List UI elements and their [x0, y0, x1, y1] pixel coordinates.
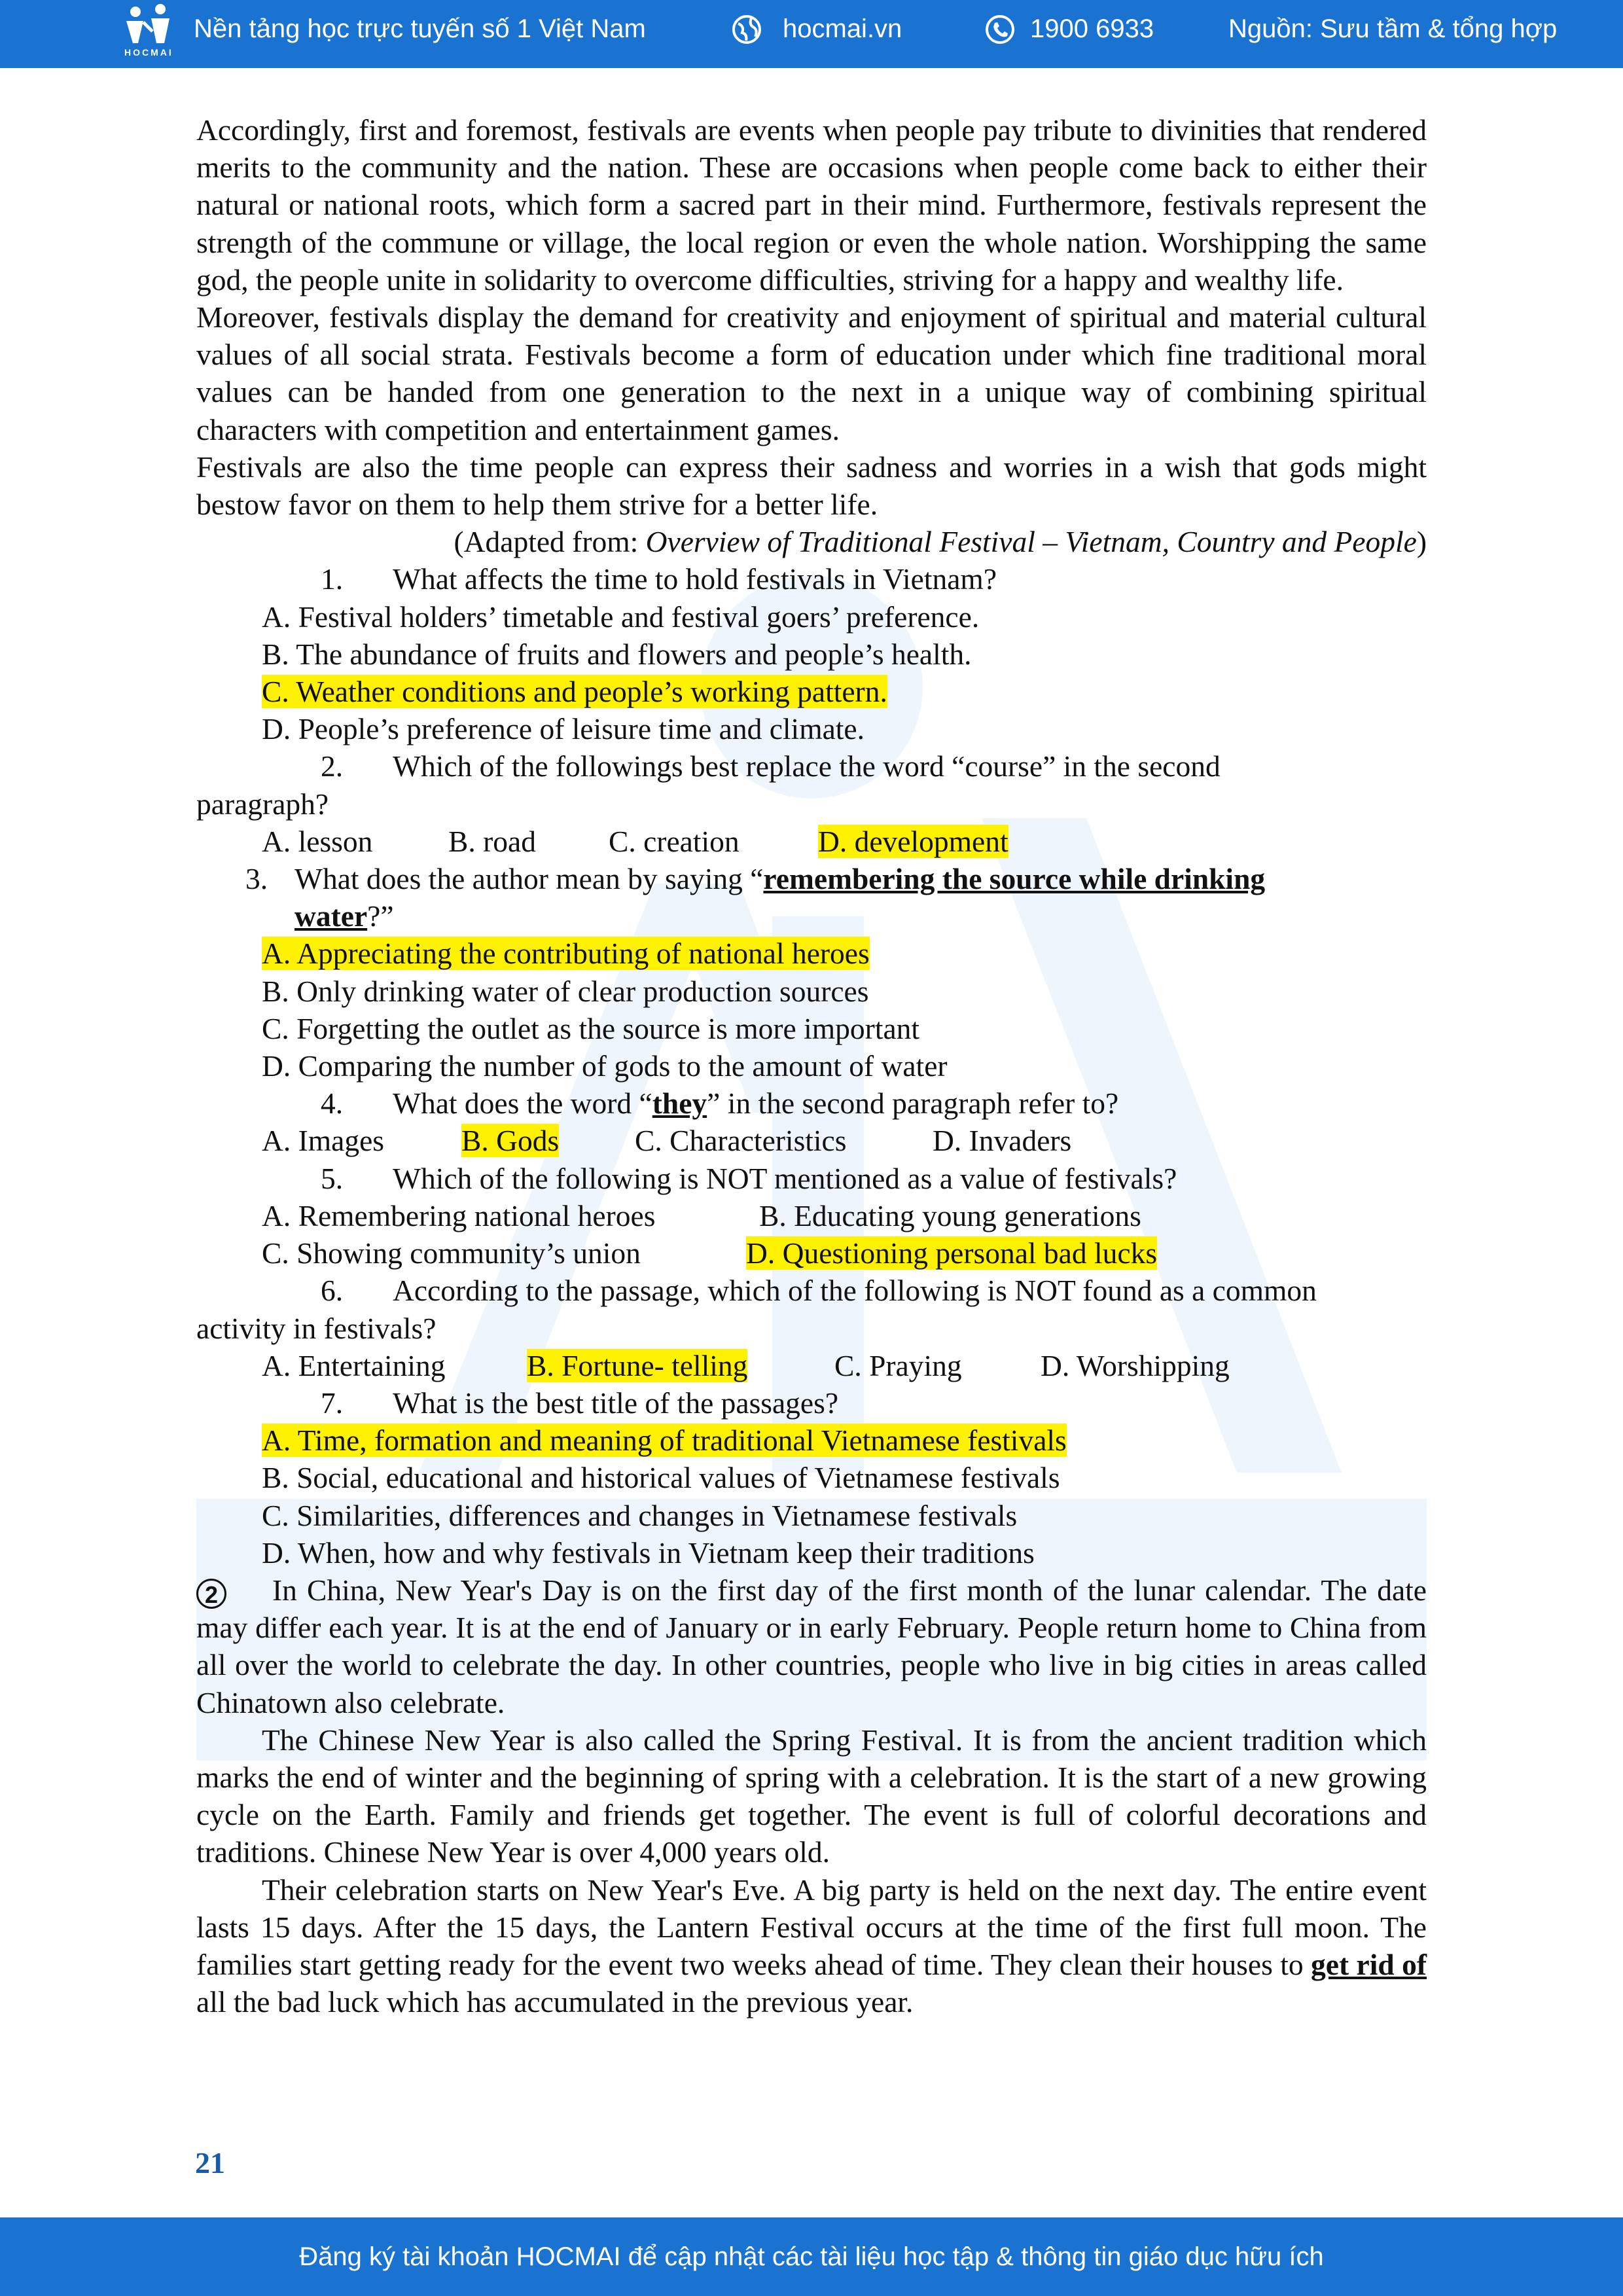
question-5: 5. Which of the following is NOT mentioned as a value of festivals?: [321, 1161, 1177, 1195]
footer-bar: [0, 2217, 1623, 2296]
q6-option-b[interactable]: B. Fortune- telling: [527, 1348, 748, 1382]
question-6: 6. According to the passage, which of the following is NOT found as a common: [321, 1274, 1317, 1308]
q2-option-b[interactable]: B. road: [448, 824, 536, 858]
q6-option-a[interactable]: A. Entertaining: [262, 1348, 446, 1382]
q5-options-row2: [196, 1234, 1427, 1272]
q4-option-c[interactable]: C. Characteristics: [635, 1124, 847, 1158]
q1-option-a[interactable]: A. Festival holders’ timetable and festival goers’ preference.: [262, 600, 980, 634]
question-4: 4. What does the word “they” in the second paragraph refer to?: [321, 1086, 1119, 1121]
q7-option-c[interactable]: C. Similarities, differences and changes in Vietnamese festivals: [262, 1498, 1018, 1532]
q7-option-a[interactable]: A. Time, formation and meaning of traditional Vietnamese festivals: [262, 1424, 1067, 1458]
header-bar: [0, 0, 1623, 68]
q2-option-a[interactable]: A. lesson: [262, 824, 373, 858]
header-slogan: Nền tảng học trực tuyến số 1 Việt Nam: [194, 14, 646, 43]
q2-option-d[interactable]: D. development: [818, 824, 1008, 858]
phone-icon: [985, 14, 1015, 45]
passage-number-badge: 2: [196, 1579, 226, 1609]
passage1-paragraph-3: Festivals are also the time people can express their sadness and worries in a wish that gods might bestow favor on them to help them strive for a better life.: [196, 450, 1427, 522]
q6-option-c[interactable]: C. Praying: [834, 1348, 962, 1382]
question-2: 2. Which of the followings best replace the word “course” in the second: [321, 749, 1221, 783]
document-body: [196, 111, 1427, 2020]
q2-options: [196, 823, 1427, 860]
q5-options-row1: [196, 1197, 1427, 1234]
header-website[interactable]: hocmai.vn: [783, 14, 902, 43]
q2-option-c[interactable]: C. creation: [609, 824, 740, 858]
q4-option-a[interactable]: A. Images: [262, 1124, 384, 1158]
q3-option-b[interactable]: B. Only drinking water of clear production sources: [262, 974, 869, 1008]
q1-option-c[interactable]: C. Weather conditions and people’s working pattern.: [262, 675, 887, 709]
q3-option-d[interactable]: D. Comparing the number of gods to the amount of water: [262, 1049, 948, 1083]
q3-option-c[interactable]: C. Forgetting the outlet as the source is more important: [262, 1011, 920, 1045]
page-number: 21: [195, 2146, 225, 2179]
logo-text: HOCMAI: [124, 47, 173, 58]
q5-option-b[interactable]: B. Educating young generations: [759, 1198, 1141, 1232]
globe-icon: [732, 14, 762, 45]
question-3: 3. What does the author mean by saying “remembering the source while drinking: [245, 862, 1266, 896]
question-6-cont: activity in festivals?: [196, 1311, 437, 1345]
q6-option-d[interactable]: D. Worshipping: [1041, 1348, 1230, 1382]
question-1: 1. What affects the time to hold festivals in Vietnam?: [321, 562, 997, 596]
passage1-paragraph-2: Moreover, festivals display the demand for creativity and enjoyment of spiritual and material cultural values of all social strata. Festivals become a form of education under which fine traditional moral values can be handed from one generation to the next in a unique way of combining spiritual characters with competition and entertainment games.: [196, 300, 1427, 446]
q5-option-d[interactable]: D. Questioning personal bad lucks: [746, 1236, 1158, 1270]
question-7: 7. What is the best title of the passages?: [321, 1386, 839, 1420]
q4-option-d[interactable]: D. Invaders: [933, 1124, 1072, 1158]
q5-option-c[interactable]: C. Showing community’s union: [262, 1236, 641, 1270]
question-2-cont: paragraph?: [196, 787, 329, 821]
passage2-paragraph-1: 2 In China, New Year's Day is on the first day of the first month of the lunar calendar. The date may differ each year. It is at the end of January or in early February. People return home to China from all over the world to celebrate the day. In other countries, people who live in big cities in areas called Chinatown also celebrate.: [196, 1573, 1427, 1719]
header-source: Nguồn: Sưu tầm & tổng hợp: [1228, 14, 1558, 43]
header-phone[interactable]: 1900 6933: [1030, 14, 1154, 43]
passage2-paragraph-2: The Chinese New Year is also called the Spring Festival. It is from the ancient tradition which marks the end of winter and the beginning of spring with a celebration. It is the start of a new growing cycle on the Earth. Family and friends get together. The event is full of colorful decorations and traditions. Chinese New Year is over 4,000 years old.: [196, 1723, 1427, 1869]
q4-option-b[interactable]: B. Gods: [461, 1124, 560, 1158]
q6-options: [196, 1347, 1427, 1384]
question-3-cont: water?”: [294, 899, 394, 933]
q1-option-d[interactable]: D. People’s preference of leisure time and climate.: [262, 712, 865, 746]
footer-text[interactable]: Đăng ký tài khoản HOCMAI để cập nhật các tài liệu học tập & thông tin giáo dục hữu ích: [299, 2242, 1324, 2271]
passage1-source: (Adapted from: Overview of Traditional Festival – Vietnam, Country and People): [454, 525, 1427, 559]
q7-option-b[interactable]: B. Social, educational and historical values of Vietnamese festivals: [262, 1461, 1060, 1495]
q1-option-b[interactable]: B. The abundance of fruits and flowers and people’s health.: [262, 637, 972, 671]
q3-option-a[interactable]: A. Appreciating the contributing of national heroes: [262, 937, 870, 971]
passage1-paragraph-1: Accordingly, first and foremost, festivals are events when people pay tribute to divinities that rendered merits to the community and the nation. These are occasions when people come back to either their natural or national roots, which form a sacred part in their mind. Furthermore, festivals represent the strength of the commune or village, the local region or even the whole nation. Worshipping the same god, the people unite in solidarity to overcome difficulties, striving for a happy and wealthy life.: [196, 113, 1427, 296]
q7-option-d[interactable]: D. When, how and why festivals in Vietnam keep their traditions: [262, 1535, 1035, 1570]
q5-option-a[interactable]: A. Remembering national heroes: [262, 1198, 656, 1232]
passage2-paragraph-3: Their celebration starts on New Year's Eve. A big party is held on the next day. The entire event lasts 15 days. After the 15 days, the Lantern Festival occurs at the time of the first full moon. The families start getting ready for the event two weeks ahead of time. They clean their houses to get rid of all the bad luck which has accumulated in the previous year.: [196, 1873, 1427, 2019]
q4-options: [196, 1122, 1427, 1159]
